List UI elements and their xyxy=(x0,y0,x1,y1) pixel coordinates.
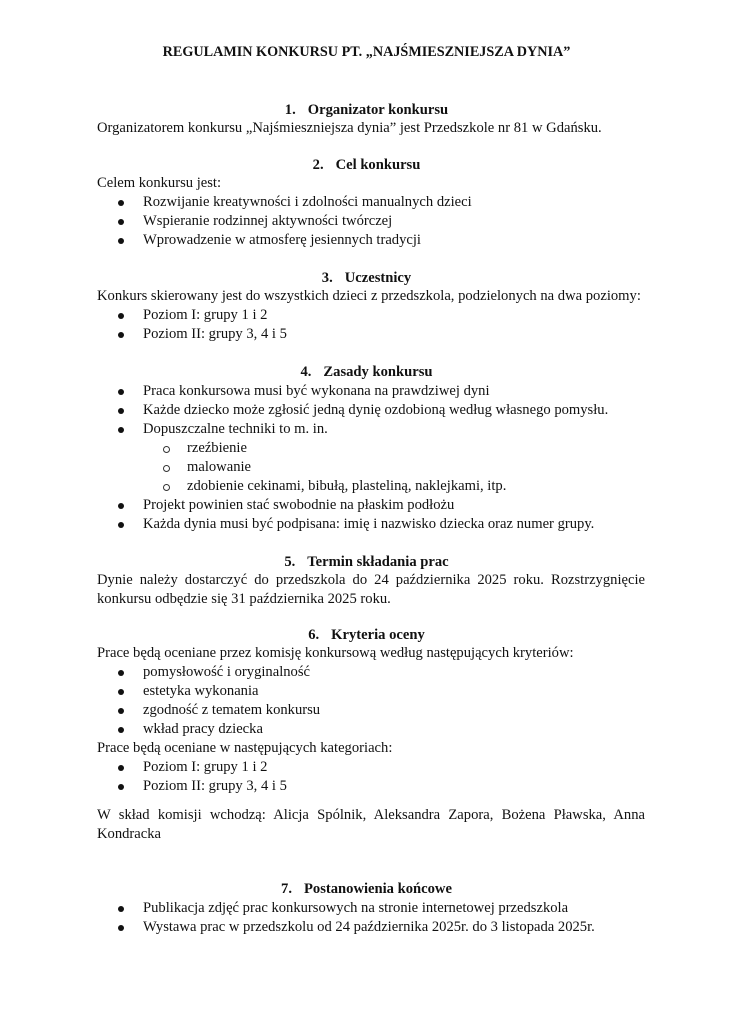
section-5-text: Dynie należy dostarczyć do przedszkola do 24 października 2025 roku. Rozstrzygnięcie konkursu odbędzie się 31 października 2025 roku. xyxy=(97,572,645,607)
circle-bullet-icon xyxy=(163,465,170,472)
bullet-icon xyxy=(118,925,124,931)
bullet-icon xyxy=(118,689,124,695)
bullet-icon xyxy=(118,427,124,433)
section-title: Termin składania prac xyxy=(307,554,449,570)
section-5-heading xyxy=(0,553,733,572)
section-1-text: Organizatorem konkursu „Najśmieszniejsza dynia” jest Przedszkole nr 81 w Gdańsku. xyxy=(97,120,602,136)
section-1-heading xyxy=(0,101,733,120)
bullet-icon xyxy=(118,784,124,790)
section-number: 3. xyxy=(321,270,333,286)
section-number: 1. xyxy=(284,102,296,118)
bullet-icon xyxy=(118,200,124,206)
section-6-intro-categories: Prace będą oceniane w następujących kategoriach: xyxy=(97,740,393,756)
bullet-icon xyxy=(118,906,124,912)
section-title: Cel konkursu xyxy=(335,157,421,173)
section-title: Kryteria oceny xyxy=(331,627,425,643)
bullet-icon xyxy=(118,219,124,225)
bullet-icon xyxy=(118,408,124,414)
section-number: 6. xyxy=(308,627,320,643)
section-title: Organizator konkursu xyxy=(307,102,449,118)
section-title: Postanowienia końcowe xyxy=(303,881,452,897)
document-title: REGULAMIN KONKURSU PT. „NAJŚMIESZNIEJSZA DYNIA” xyxy=(162,44,571,60)
section-title: Uczestnicy xyxy=(344,270,412,286)
circle-bullet-icon xyxy=(163,484,170,491)
section-2-intro: Celem konkursu jest: xyxy=(97,175,222,191)
bullet-icon xyxy=(118,389,124,395)
bullet-icon xyxy=(118,670,124,676)
bullet-icon xyxy=(118,238,124,244)
section-number: 5. xyxy=(284,554,296,570)
section-title: Zasady konkursu xyxy=(323,364,433,380)
bullet-icon xyxy=(118,503,124,509)
section-number: 2. xyxy=(312,157,324,173)
section-3-heading xyxy=(0,269,733,288)
section-3-intro: Konkurs skierowany jest do wszystkich dzieci z przedszkola, podzielonych na dwa poziomy: xyxy=(97,288,641,304)
section-7-heading xyxy=(0,880,733,899)
committee-text: W skład komisji wchodzą: Alicja Spólnik, Aleksandra Zapora, Bożena Pławska, Anna Kondracka xyxy=(97,807,645,842)
section-4-heading xyxy=(0,363,733,382)
section-2-heading xyxy=(0,156,733,175)
bullet-icon xyxy=(118,522,124,528)
bullet-icon xyxy=(118,313,124,319)
bullet-icon xyxy=(118,765,124,771)
section-6-intro: Prace będą oceniane przez komisję konkursową według następujących kryteriów: xyxy=(97,645,574,661)
bullet-icon xyxy=(118,727,124,733)
bullet-icon xyxy=(118,332,124,338)
bullet-icon xyxy=(118,708,124,714)
section-6-heading xyxy=(0,626,733,645)
section-number: 7. xyxy=(281,881,292,897)
circle-bullet-icon xyxy=(163,446,170,453)
section-number: 4. xyxy=(300,364,312,380)
